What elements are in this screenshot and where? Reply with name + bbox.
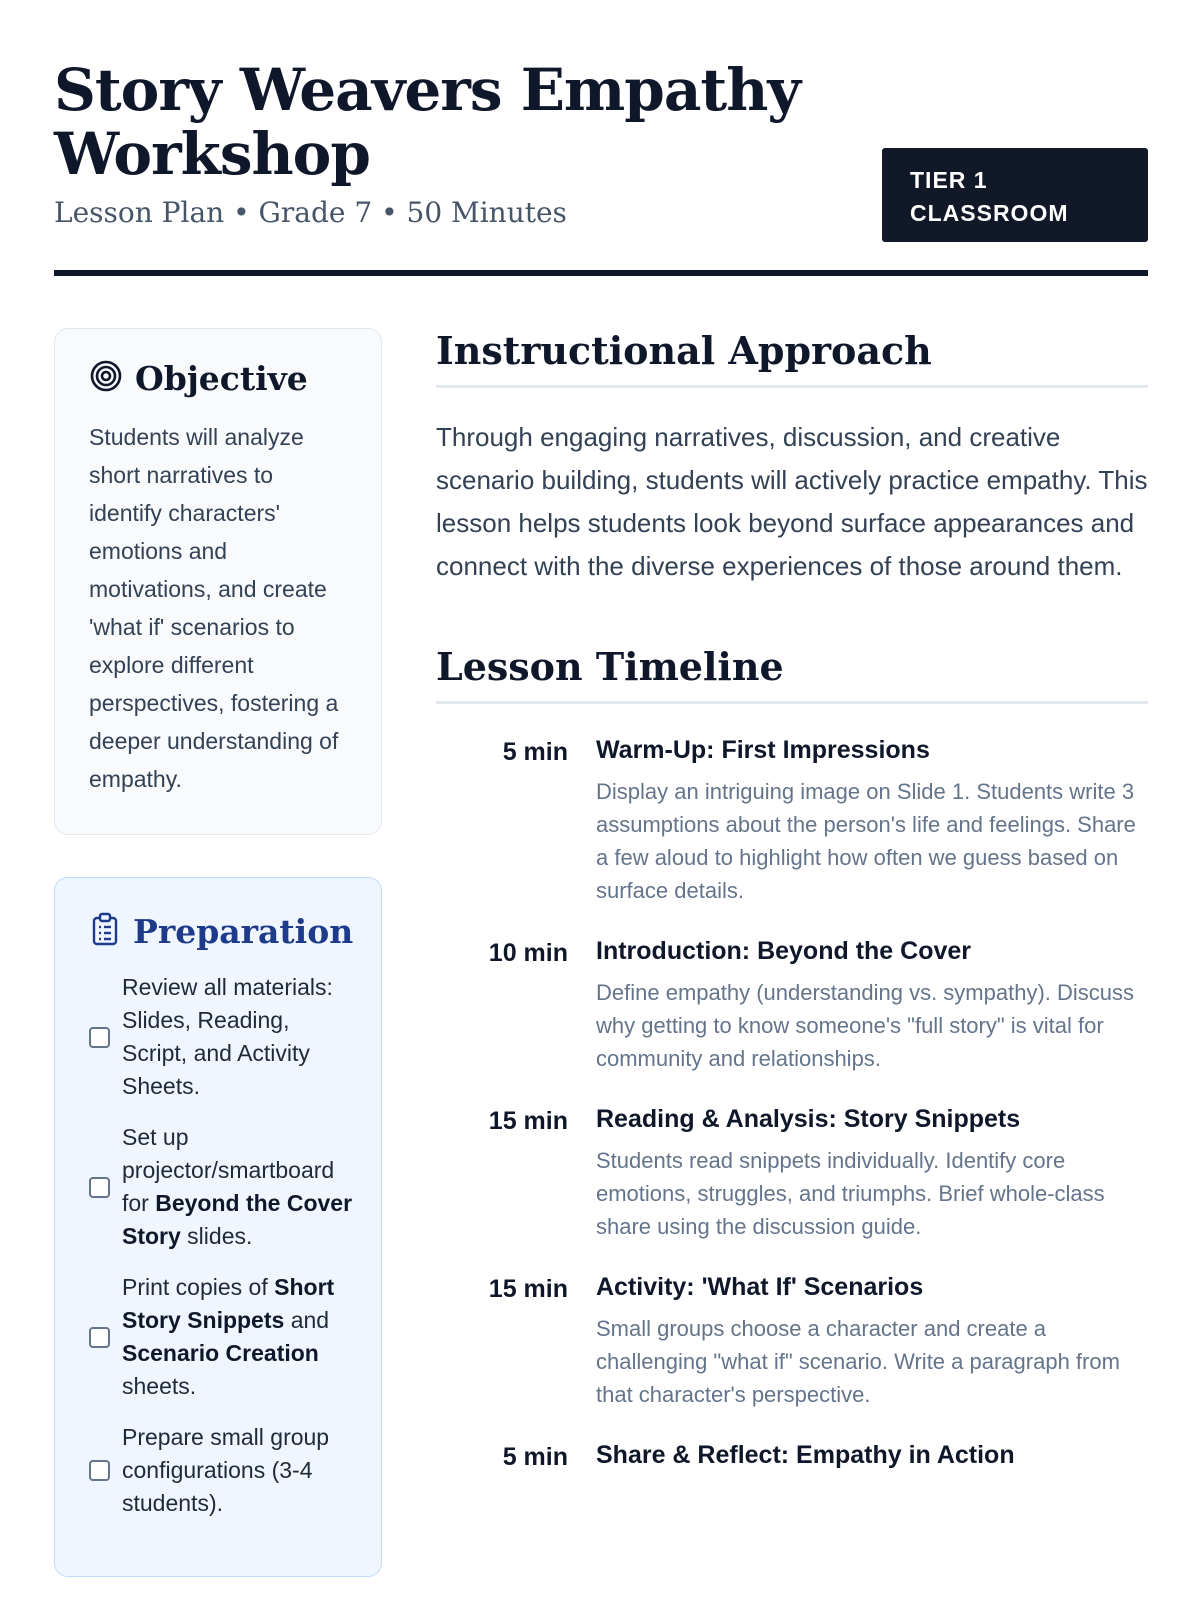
step-title: Introduction: Beyond the Cover bbox=[596, 937, 971, 965]
main-content bbox=[436, 328, 1148, 1502]
checkbox[interactable] bbox=[89, 1327, 110, 1348]
step-duration: 5 min bbox=[502, 738, 568, 766]
timeline-row bbox=[436, 1273, 1148, 1411]
timeline-list bbox=[436, 736, 1148, 1472]
step-title: Share & Reflect: Empathy in Action bbox=[596, 1441, 1015, 1469]
approach-text: Through engaging narratives, discussion, and creative scenario building, students will actively practice empathy. This lesson helps students look beyond surface appearances and connect with the diverse experiences of those around them. bbox=[436, 422, 1148, 581]
step-duration: 10 min bbox=[488, 939, 568, 967]
sidebar bbox=[54, 328, 382, 1577]
step-title: Reading & Analysis: Story Snippets bbox=[596, 1105, 1021, 1133]
checklist-bold-part: Scenario Creation bbox=[122, 1340, 319, 1366]
checklist-item-text bbox=[122, 1121, 361, 1253]
preparation-checklist bbox=[89, 971, 361, 1520]
timeline-section bbox=[436, 644, 1148, 1472]
checklist-item bbox=[89, 971, 361, 1103]
page-header bbox=[54, 58, 1148, 276]
timeline-row bbox=[436, 937, 1148, 1075]
step-body bbox=[596, 1441, 1148, 1472]
timeline-row bbox=[436, 1105, 1148, 1243]
objective-text: Students will analyze short narratives to identify characters' emotions and motivations, and create 'what if' scenarios to explore different perspectives, fostering a deeper understanding of empathy. bbox=[89, 424, 339, 792]
checklist-text-part: Set up projector/smartboard for bbox=[122, 1124, 335, 1216]
checklist-text-part: Print copies of bbox=[122, 1274, 275, 1300]
checkbox[interactable] bbox=[89, 1460, 110, 1481]
step-body bbox=[596, 1273, 1148, 1411]
tier-badge: TIER 1 CLASSROOM bbox=[882, 148, 1148, 242]
checkbox[interactable] bbox=[89, 1177, 110, 1198]
preparation-title: Preparation bbox=[133, 912, 354, 951]
checklist-item bbox=[89, 1271, 361, 1403]
checklist-text-part: slides. bbox=[180, 1223, 253, 1249]
checklist-item-text: Prepare small group configurations (3-4 students). bbox=[122, 1424, 330, 1516]
checklist-item-text bbox=[122, 1271, 361, 1403]
step-description: Define empathy (understanding vs. sympathy). Discuss why getting to know someone's "full story" is vital for community and relationships. bbox=[596, 980, 1135, 1071]
page-title: Story Weavers Empathy Workshop bbox=[54, 56, 801, 188]
timeline-title: Lesson Timeline bbox=[436, 644, 1148, 704]
page-subtitle: Lesson Plan • Grade 7 • 50 Minutes bbox=[54, 196, 567, 229]
step-duration: 15 min bbox=[488, 1275, 568, 1303]
step-description: Small groups choose a character and create a challenging "what if" scenario. Write a paragraph from that character's perspective. bbox=[596, 1316, 1120, 1407]
step-body bbox=[596, 937, 1148, 1075]
approach-section bbox=[436, 328, 1148, 588]
step-body bbox=[596, 1105, 1148, 1243]
target-icon bbox=[89, 359, 123, 398]
checklist-item bbox=[89, 1421, 361, 1520]
step-body bbox=[596, 736, 1148, 907]
step-description: Display an intriguing image on Slide 1. Students write 3 assumptions about the person's life and feelings. Share a few aloud to highlight how often we guess based on surface details. bbox=[596, 779, 1136, 903]
timeline-row bbox=[436, 736, 1148, 907]
checklist-text-part: and bbox=[284, 1307, 330, 1333]
objective-title: Objective bbox=[135, 359, 308, 398]
timeline-row bbox=[436, 1441, 1148, 1472]
preparation-header bbox=[89, 912, 361, 951]
approach-title: Instructional Approach bbox=[436, 328, 1148, 388]
checklist-item bbox=[89, 1121, 361, 1253]
checklist-item-text: Review all materials: Slides, Reading, Script, and Activity Sheets. bbox=[122, 974, 333, 1099]
step-title: Warm-Up: First Impressions bbox=[596, 736, 930, 764]
preparation-card bbox=[54, 877, 382, 1577]
objective-header bbox=[89, 359, 347, 398]
checklist-bold-part: Beyond the Cover Story bbox=[122, 1190, 353, 1249]
checklist-text-part: sheets. bbox=[122, 1373, 197, 1399]
checkbox[interactable] bbox=[89, 1027, 110, 1048]
checklist-bold-part: Short Story Snippets bbox=[122, 1274, 335, 1333]
step-duration: 15 min bbox=[488, 1107, 568, 1135]
step-duration: 5 min bbox=[502, 1443, 568, 1471]
step-title: Activity: 'What If' Scenarios bbox=[596, 1273, 924, 1301]
objective-card bbox=[54, 328, 382, 835]
clipboard-icon bbox=[89, 912, 121, 951]
step-description: Students read snippets individually. Identify core emotions, struggles, and triumphs. Brief whole-class share using the discussion guide. bbox=[596, 1148, 1105, 1239]
